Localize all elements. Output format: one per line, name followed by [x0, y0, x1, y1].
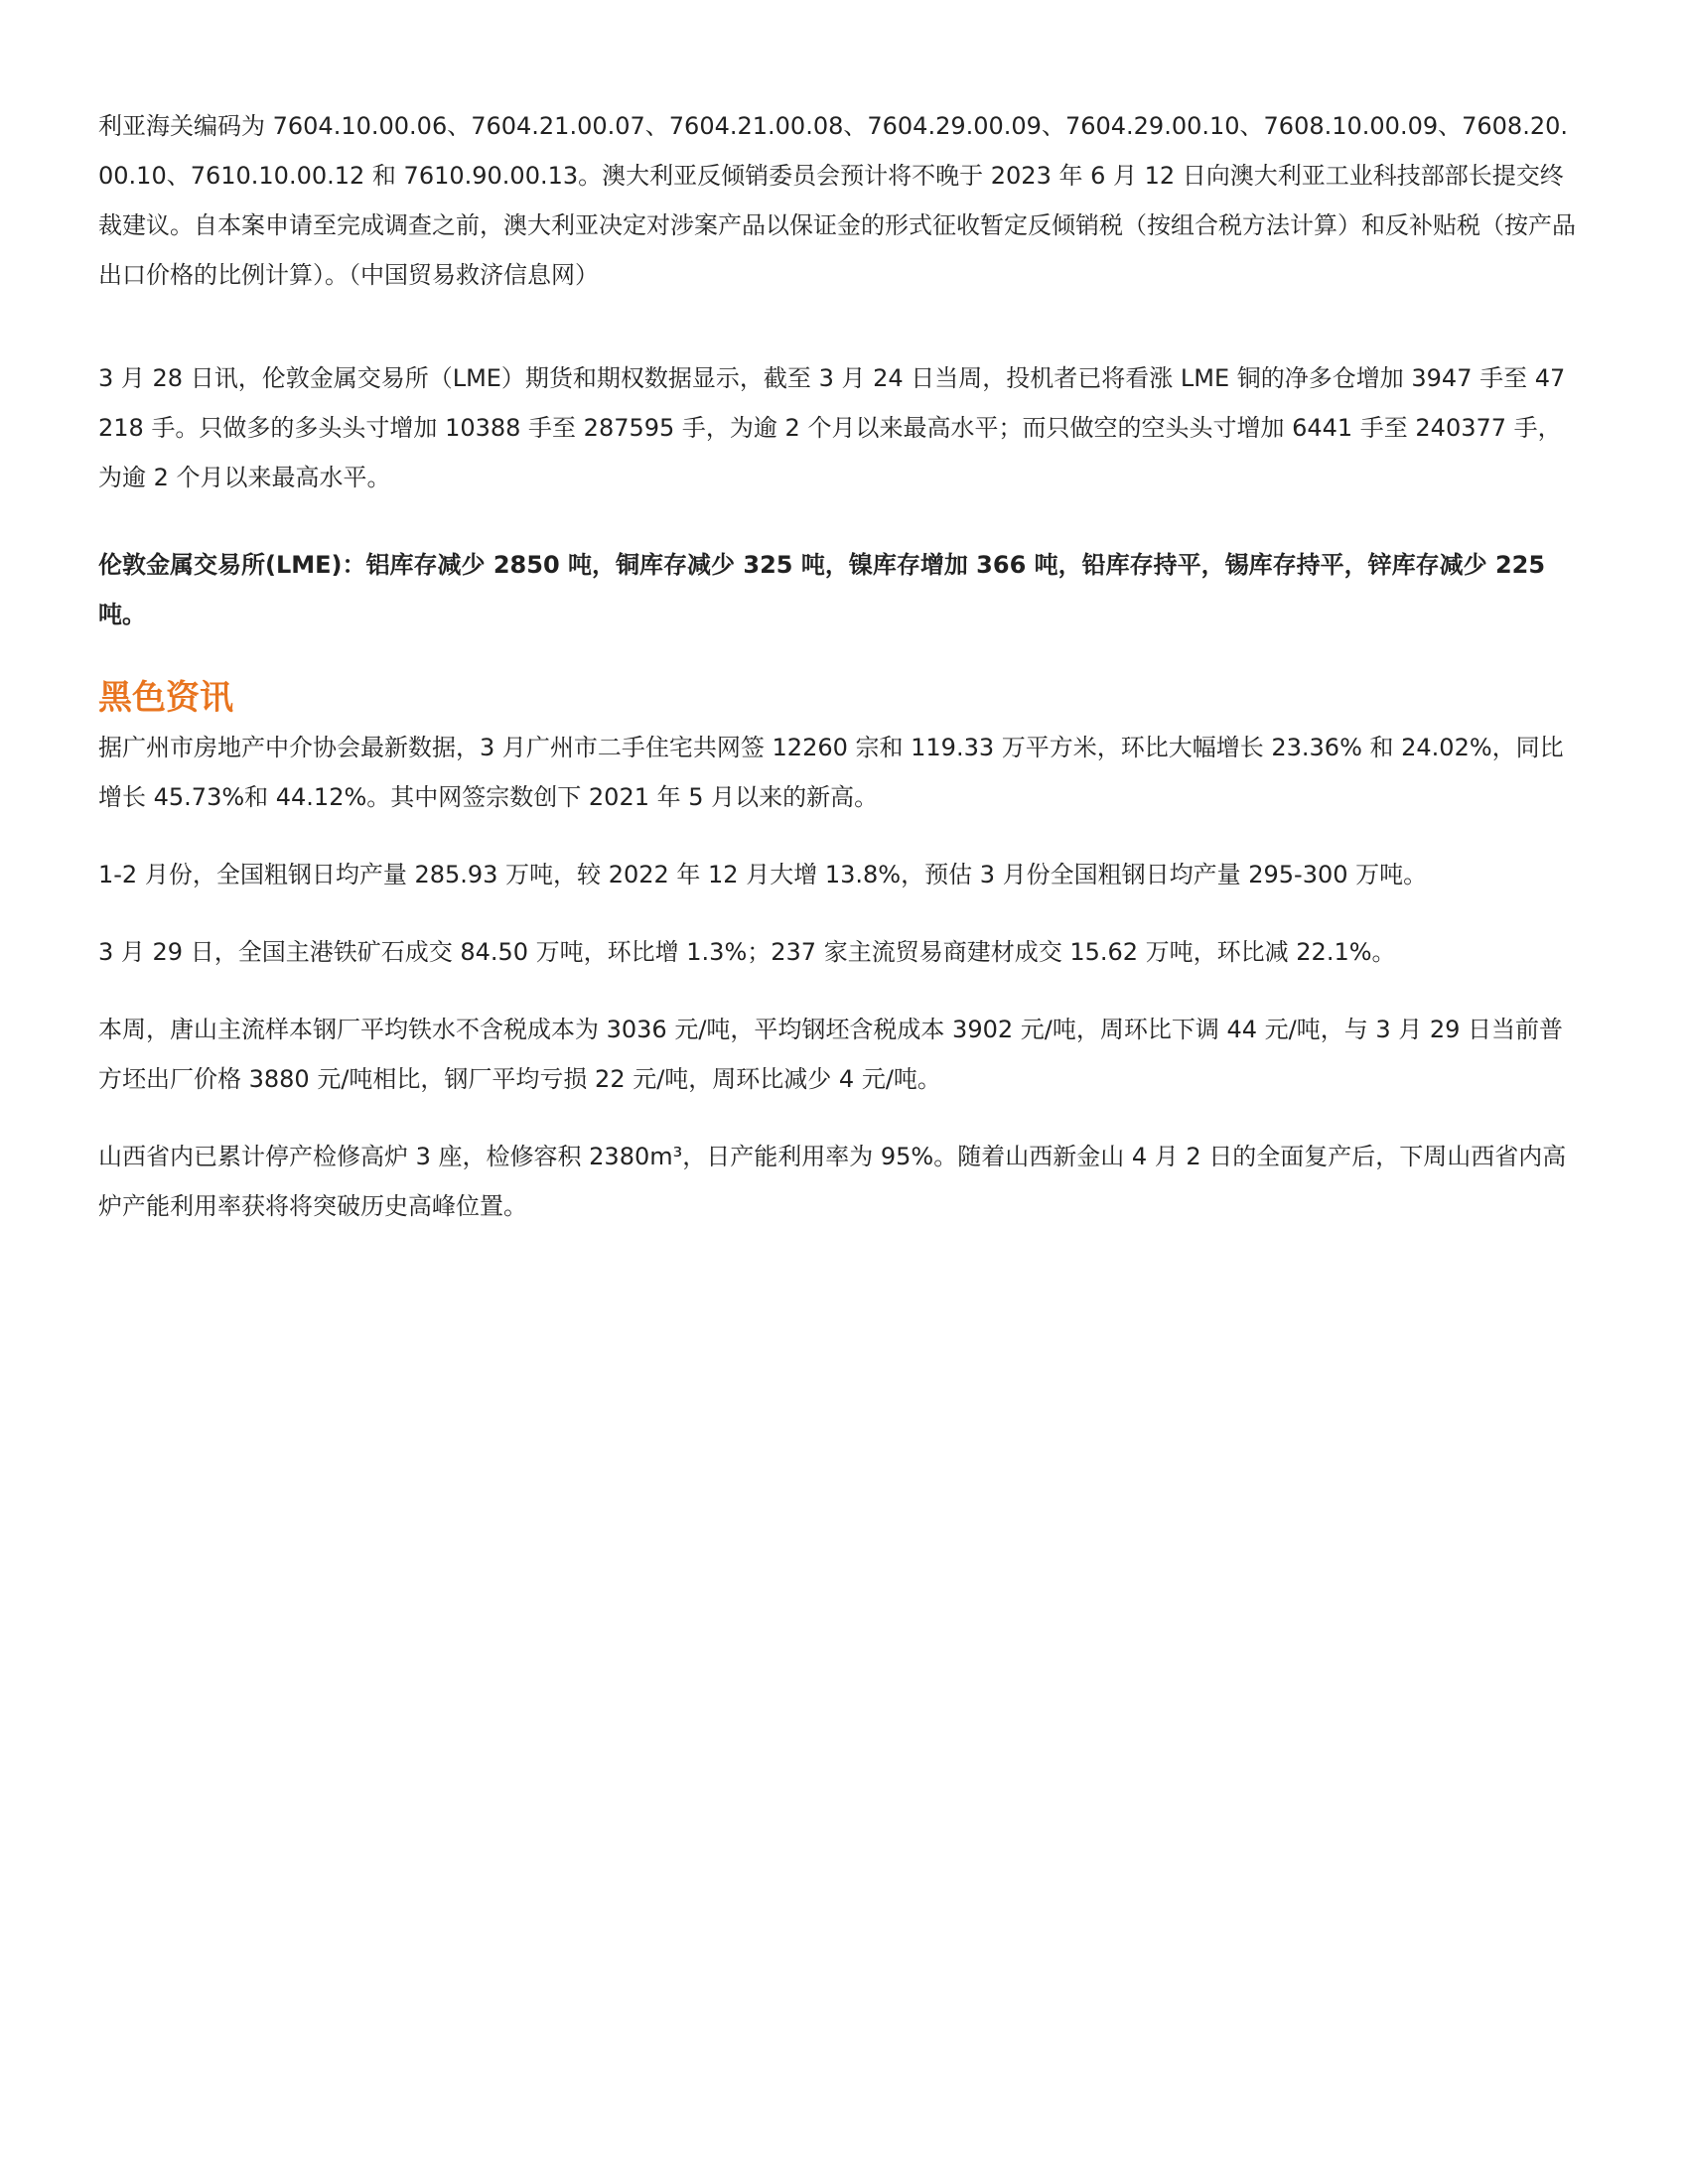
paragraph-crude-steel-output: 1-2 月份，全国粗钢日均产量 285.93 万吨，较 2022 年 12 月大增 13.8%，预估 3 月份全国粗钢日均产量 295-300 万吨。	[98, 861, 1428, 888]
paragraph-iron-ore-trade: 3 月 29 日，全国主港铁矿石成交 84.50 万吨，环比增 1.3%；237 家主流贸易商建材成交 15.62 万吨，环比减 22.1%。	[98, 938, 1396, 966]
paragraph-shanxi-blast-furnace: 山西省内已累计停产检修高炉 3 座，检修容积 2380m³，日产能利用率为 95%。随着山西新金山 4 月 2 日的全面复产后，下周山西省内高炉产能利用率获将将突破历史高峰位置。	[98, 1143, 1567, 1220]
section-heading-ferrous-news: 黑色资讯	[98, 678, 233, 718]
paragraph-lme-positions: 3 月 28 日讯，伦敦金属交易所（LME）期货和期权数据显示，截至 3 月 24 日当周，投机者已将看涨 LME 铜的净多仓增加 3947 手至 47218 手。只做多的多头头寸增加 10388 手至 287595 手，为逾 2 个月以来最高水平；而只做空的空头头寸增加 6441 手至 240377 手，为逾 2 个月以来最高水平。	[98, 364, 1566, 491]
paragraph-tangshan-steel-cost: 本周，唐山主流样本钢厂平均铁水不含税成本为 3036 元/吨，平均钢坯含税成本 3902 元/吨，周环比下调 44 元/吨，与 3 月 29 日当前普方坯出厂价格 3880 元/吨相比，钢厂平均亏损 22 元/吨，周环比减少 4 元/吨。	[98, 1016, 1564, 1093]
paragraph-guangzhou-housing: 据广州市房地产中介协会最新数据，3 月广州市二手住宅共网签 12260 宗和 119.33 万平方米，环比大幅增长 23.36% 和 24.02%，同比增长 45.73%和 44.12%。其中网签宗数创下 2021 年 5 月以来的新高。	[98, 734, 1564, 811]
paragraph-lme-inventory: 伦敦金属交易所(LME)：铝库存减少 2850 吨，铜库存减少 325 吨，镍库存增加 366 吨，铅库存持平，锡库存持平，锌库存减少 225 吨。	[98, 551, 1546, 628]
document-body	[98, 101, 1578, 1231]
paragraph-australia-antidumping: 利亚海关编码为 7604.10.00.06、7604.21.00.07、7604.21.00.08、7604.29.00.09、7604.29.00.10、7608.10.00.09、7608.20.00.10、7610.10.00.12 和 7610.90.00.13。澳大利亚反倾销委员会预计将不晚于 2023 年 6 月 12 日向澳大利亚工业科技部部长提交终裁建议。自本案申请至完成调查之前，澳大利亚决定对涉案产品以保证金的形式征收暂定反倾销税（按组合税方法计算）和反补贴税（按产品出口价格的比例计算）。（中国贸易救济信息网）	[98, 112, 1576, 289]
